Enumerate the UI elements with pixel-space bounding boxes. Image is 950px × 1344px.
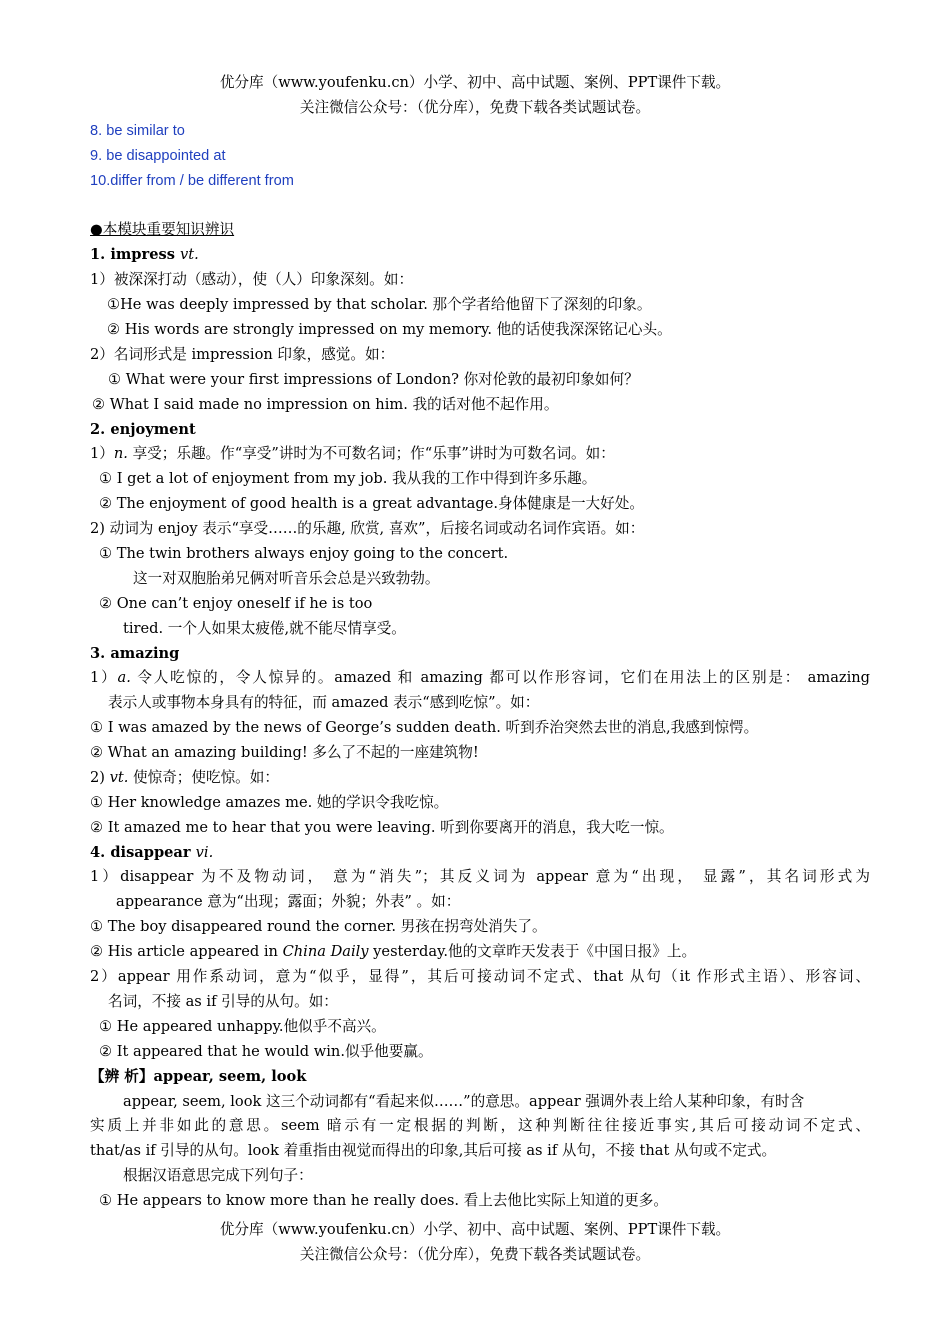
entry-heading-enjoyment: 2. enjoyment (90, 421, 196, 438)
definition-line: appearance 意为“出现；露面；外貌；外表” 。如： (116, 893, 461, 910)
analysis-text: appear, seem, look 这三个动词都有“看起来似……”的意思。appear 强调外表上给人某种印象，有时含 (123, 1093, 805, 1110)
analysis-text: 实质上并非如此的意思。seem 暗示有一定根据的判断，这种判断往往接近事实,其后可接动词不定式、 (90, 1117, 870, 1134)
entry-heading-disappear (90, 843, 870, 863)
footer-line-2: 关注微信公众号：（优分库），免费下载各类试题试卷。 (299, 1246, 651, 1263)
example-line: ② His words are strongly impressed on my memory. 他的话使我深深铭记心头。 (107, 321, 672, 338)
entry-heading-impress (90, 245, 870, 265)
example-line: ① He appeared unhappy.他似乎不高兴。 (99, 1018, 386, 1035)
phrase-item: 9. be disappointed at (90, 148, 226, 164)
header-line-1: 优分库（www.youfenku.cn）小学、初中、高中试题、案例、PPT课件下载。 (219, 74, 731, 91)
section-title: ●本模块重要知识辨识 (90, 221, 235, 238)
phrase-item: 8. be similar to (90, 123, 185, 139)
example-text: ② His article appeared in (90, 943, 283, 960)
list-number: 1） (90, 669, 118, 686)
entry-heading-amazing: 3. amazing (90, 645, 180, 662)
definition-text: 享受；乐趣。作“享受”讲时为不可数名词；作“乐事”讲时为可数名词。如： (127, 445, 615, 462)
example-line: ② One can’t enjoy oneself if he is too (99, 595, 373, 612)
list-number: 1） (90, 445, 114, 462)
part-of-speech: a. (117, 669, 131, 686)
entry-word: 4. disappear (90, 844, 196, 861)
example-line: ② The enjoyment of good health is a great advantage.身体健康是一大好处。 (99, 495, 644, 512)
definition-line (90, 444, 870, 464)
newspaper-title: China Daily (282, 943, 369, 960)
example-line: ② What I said made no impression on him. 我的话对他不起作用。 (92, 396, 559, 413)
analysis-text: that/as if 引导的从句。look 着重指由视觉而得出的印象,其后可接 as if 从句，不接 that 从句或不定式。 (90, 1142, 777, 1159)
exercise-instruction: 根据汉语意思完成下列句子： (123, 1167, 313, 1184)
definition-line: 2）appear 用作系动词，意为“似乎，显得”，其后可接动词不定式、that 从句（it 作形式主语）、形容词、 (90, 968, 870, 985)
part-of-speech: vi. (195, 844, 214, 861)
example-line: ① Her knowledge amazes me. 她的学识令我吃惊。 (90, 794, 449, 811)
phrase-item: 10.differ from / be different from (90, 173, 294, 189)
definition-line: 表示人或事物本身具有的特征，而 amazed 表示“感到吃惊”。如： (108, 694, 540, 711)
example-text: yesterday.他的文章昨天发表于《中国日报》上。 (368, 943, 697, 960)
example-line: ①He was deeply impressed by that scholar. 那个学者给他留下了深刻的印象。 (107, 296, 652, 313)
definition-text: 令人吃惊的，令人惊异的。amazed 和 amazing 都可以作形容词，它们在用法上的区别是： amazing (130, 669, 870, 686)
definition-line: 1）disappear 为不及物动词， 意为“消失”；其反义词为 appear 意为“出现， 显露”，其名词形式为 (90, 868, 870, 885)
example-translation: 这一对双胞胎弟兄俩对听音乐会总是兴致勃勃。 (133, 570, 440, 587)
example-line: ① I get a lot of enjoyment from my job. 我从我的工作中得到许多乐趣。 (99, 470, 597, 487)
example-line (90, 942, 870, 962)
example-line: ① The boy disappeared round the corner. 男孩在拐弯处消失了。 (90, 918, 547, 935)
example-line: ① He appears to know more than he really does. 看上去他比实际上知道的更多。 (99, 1192, 668, 1209)
example-line: ① The twin brothers always enjoy going to the concert. (99, 545, 509, 562)
list-number: 2) (90, 769, 110, 786)
example-line: tired. 一个人如果太疲倦,就不能尽情享受。 (123, 620, 406, 637)
header-line-2: 关注微信公众号：（优分库），免费下载各类试题试卷。 (299, 99, 651, 116)
example-line: ① What were your first impressions of London? 你对伦敦的最初印象如何？ (108, 371, 639, 388)
definition-line: 2）名词形式是 impression 印象，感觉。如： (90, 346, 395, 363)
definition-line (90, 668, 870, 688)
part-of-speech: vt. (109, 769, 129, 786)
example-line: ② It amazed me to hear that you were leaving. 听到你要离开的消息，我大吃一惊。 (90, 819, 674, 836)
definition-text: 使惊奇；使吃惊。如： (128, 769, 279, 786)
part-of-speech: vt. (180, 246, 199, 263)
example-line: ① I was amazed by the news of George’s sudden death. 听到乔治突然去世的消息,我感到惊愕。 (90, 719, 759, 736)
analysis-heading: 【辨 析】appear, seem, look (90, 1068, 307, 1085)
definition-line: 2) 动词为 enjoy 表示“享受……的乐趣, 欣赏, 喜欢”，后接名词或动名词作宾语。如： (90, 520, 645, 537)
example-line: ② What an amazing building! 多么了不起的一座建筑物! (90, 744, 479, 761)
part-of-speech: n. (113, 445, 128, 462)
entry-word: 1. impress (90, 246, 180, 263)
definition-line: 名词，不接 as if 引导的从句。如： (108, 993, 338, 1010)
definition-line: 1）被深深打动（感动），使（人）印象深刻。如： (90, 271, 414, 288)
definition-line (90, 768, 870, 788)
footer-line-1: 优分库（www.youfenku.cn）小学、初中、高中试题、案例、PPT课件下载。 (219, 1221, 731, 1238)
example-line: ② It appeared that he would win.似乎他要赢。 (99, 1043, 433, 1060)
